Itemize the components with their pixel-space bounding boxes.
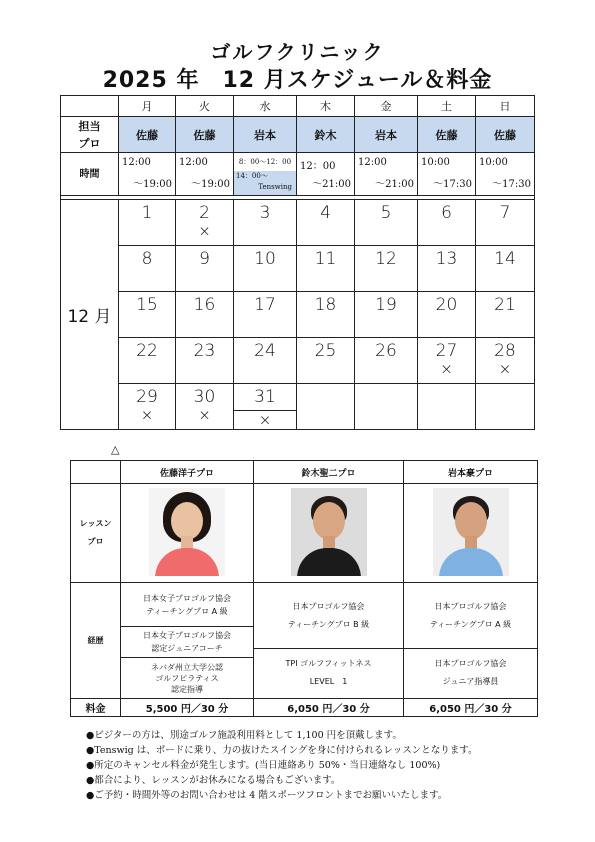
time-end: 14：00～	[236, 172, 268, 180]
month-label: 12 月	[61, 200, 119, 430]
day-number: 18	[314, 295, 337, 315]
note-item: ●所定のキャンセル料金が発生します。(当日連絡あり 50%・当日連絡なし 100%)	[86, 760, 441, 771]
time-start: 12:00	[179, 157, 208, 168]
time-end: ～21:00	[375, 179, 414, 190]
day-cell	[355, 338, 418, 384]
day-cell	[355, 292, 418, 338]
career-item: 日本プロゴルフ協会 ティーチングプロ B 級	[254, 583, 403, 649]
fee-label: 料金	[71, 699, 121, 717]
pro-name-row	[71, 461, 538, 484]
day-number: 25	[314, 341, 337, 361]
day-cell	[176, 200, 234, 246]
time-start: 12：00	[300, 161, 336, 172]
day-cell	[176, 292, 234, 338]
pro-photo-suzuki	[291, 488, 367, 576]
time-cell	[355, 153, 418, 196]
day-cell	[119, 338, 176, 384]
career-label: 経歴	[71, 583, 121, 699]
day-cell	[234, 384, 297, 430]
day-cell	[297, 246, 355, 292]
time-cell	[418, 153, 476, 196]
weekday-header-row	[61, 96, 535, 117]
photo-cell	[254, 484, 404, 583]
pro-name: 佐藤洋子プロ	[121, 461, 254, 484]
day-number: 3	[259, 203, 271, 223]
fee-row	[71, 699, 538, 717]
pro-cell: 佐藤	[476, 117, 535, 153]
header-blank	[61, 96, 119, 117]
weekday-header: 金	[355, 96, 418, 117]
career-item: 日本女子プロゴルフ協会 認定ジュニアコーチ	[121, 627, 253, 658]
day-cell	[176, 338, 234, 384]
day-number: 2	[199, 203, 210, 223]
day-cell	[476, 292, 535, 338]
pro-cell: 岩本	[234, 117, 297, 153]
calendar-week	[61, 292, 535, 338]
fee-value: 6,050 円／30 分	[254, 699, 404, 717]
page-title: ゴルフクリニック	[210, 40, 385, 64]
day-cell	[176, 384, 234, 430]
weekday-header: 火	[176, 96, 234, 117]
pro-name: 鈴木聖二プロ	[254, 461, 404, 484]
day-number: 24	[254, 341, 276, 361]
career-item: 日本プロゴルフ協会 ティーチングプロ A 級	[404, 583, 537, 649]
calendar-week	[61, 246, 535, 292]
time-end: ～19:00	[191, 179, 230, 190]
day-number: 17	[254, 295, 276, 315]
day-cell	[234, 338, 297, 384]
pro-label-a: 担当	[78, 119, 101, 133]
day-cell	[176, 246, 234, 292]
day-cell	[119, 200, 176, 246]
pro-cell: 佐藤	[176, 117, 234, 153]
day-number: 16	[193, 295, 216, 315]
time-start: 10:00	[421, 157, 450, 168]
day-number: 29	[136, 387, 158, 407]
day-cell	[119, 292, 176, 338]
pro-cell: 鈴木	[297, 117, 355, 153]
day-number: 27	[435, 341, 458, 361]
time-cell	[119, 153, 176, 196]
day-cell	[234, 246, 297, 292]
day-number: 1	[141, 203, 153, 223]
day-cell	[234, 292, 297, 338]
day-cell	[297, 200, 355, 246]
time-end: ～21:00	[312, 179, 351, 190]
career-item: ネバダ州立大学公認 ゴルフピラティス 認定指導	[151, 662, 223, 694]
day-number: 22	[136, 341, 158, 361]
lesson-label-b: プロ	[87, 537, 104, 546]
day-cell	[355, 200, 418, 246]
day-number: 26	[375, 341, 397, 361]
day-cell	[119, 384, 176, 430]
day-cell	[418, 338, 476, 384]
career-item: 日本女子プロゴルフ協会 ティーチングプロ A 級	[121, 583, 253, 627]
time-cell	[297, 153, 355, 196]
time-row-label: 時間	[61, 153, 119, 196]
time-cell	[176, 153, 234, 196]
pro-info-table	[70, 460, 538, 717]
day-cell	[355, 246, 418, 292]
day-number: 14	[494, 249, 516, 269]
pro-cell: 佐藤	[418, 117, 476, 153]
day-number: 11	[314, 249, 337, 269]
name-blank	[71, 461, 121, 484]
note-item: ●Tenswig は、ボードに乗り、力の抜けたスイングを身に付けられるレッスンとなります。	[86, 745, 478, 756]
weekday-header: 月	[119, 96, 176, 117]
note-item: ●ご予約・時間外等のお問い合わせは 4 階スポーツフロントまでお願いいたします。	[86, 790, 448, 801]
day-number: 7	[499, 203, 511, 223]
day-cell	[418, 384, 476, 430]
closed-mark: ×	[140, 406, 154, 424]
tenswing-slot	[234, 171, 296, 195]
day-number: 20	[435, 295, 458, 315]
career-item: 日本プロゴルフ協会 ジュニア指導員	[434, 659, 507, 686]
closed-mark: ×	[234, 410, 296, 429]
closed-mark: ×	[198, 222, 211, 240]
time-end: ～17:30	[433, 179, 472, 190]
day-number: 8	[141, 249, 153, 269]
pro-cell: 佐藤	[119, 117, 176, 153]
day-cell	[418, 246, 476, 292]
pro-name: 岩本豪プロ	[404, 461, 538, 484]
day-number: 19	[375, 295, 397, 315]
tenswing-note: Tenswing	[258, 183, 292, 191]
time-start: 12:00	[122, 157, 151, 168]
career-cell	[254, 583, 404, 699]
weekday-header: 土	[418, 96, 476, 117]
note-item: ●ビジターの方は、別途ゴルフ施設利用料として 1,100 円を頂戴します。	[86, 730, 402, 741]
note-item: ●都合により、レッスンがお休みになる場合もございます。	[86, 775, 341, 786]
lesson-label-a: レッスン	[79, 519, 112, 528]
time-row	[61, 153, 535, 196]
day-cell	[476, 200, 535, 246]
pro-row	[61, 117, 535, 153]
pro-photo-row	[71, 484, 538, 583]
day-number: 6	[441, 203, 452, 223]
pro-photo-sato	[149, 488, 225, 576]
lesson-pro-label	[71, 484, 121, 583]
closed-mark: ×	[440, 360, 453, 378]
notes-list	[86, 728, 478, 803]
time-end: ～17:30	[492, 179, 531, 190]
day-cell	[234, 200, 297, 246]
day-cell	[418, 200, 476, 246]
photo-cell	[404, 484, 538, 583]
fee-value: 5,500 円／30 分	[121, 699, 254, 717]
day-cell	[297, 384, 355, 430]
calendar-week	[61, 384, 535, 430]
day-number: 28	[494, 341, 516, 361]
day-number: 13	[435, 249, 458, 269]
time-start: 10:00	[479, 157, 508, 168]
career-row	[71, 583, 538, 699]
calendar-week	[61, 338, 535, 384]
page-subtitle: 2025 年 12 月スケジュール＆料金	[102, 68, 493, 93]
day-number: 15	[136, 295, 158, 315]
career-item: TPI ゴルフフィットネス LEVEL 1	[285, 659, 372, 686]
time-cell-wednesday	[234, 153, 297, 196]
time-start: 8：00～12：00	[234, 153, 296, 172]
triangle-mark: △	[111, 443, 120, 456]
time-start: 12:00	[358, 157, 387, 168]
closed-mark: ×	[498, 360, 512, 378]
day-cell	[418, 292, 476, 338]
day-number: 31	[254, 387, 276, 407]
day-number: 30	[193, 387, 216, 407]
day-number: 21	[494, 295, 516, 315]
day-number: 10	[254, 249, 276, 269]
day-cell	[476, 246, 535, 292]
career-cell	[121, 583, 254, 699]
time-end: ～19:00	[133, 179, 172, 190]
day-cell	[119, 246, 176, 292]
day-cell	[297, 338, 355, 384]
career-cell	[404, 583, 538, 699]
pro-label-b: プロ	[78, 136, 101, 150]
schedule-table	[60, 95, 535, 430]
weekday-header: 日	[476, 96, 535, 117]
pro-cell: 岩本	[355, 117, 418, 153]
day-cell	[476, 338, 535, 384]
fee-value: 6,050 円／30 分	[404, 699, 538, 717]
weekday-header: 水	[234, 96, 297, 117]
day-cell	[476, 384, 535, 430]
time-cell	[476, 153, 535, 196]
calendar-week	[61, 200, 535, 246]
day-number: 5	[380, 203, 392, 223]
closed-mark: ×	[198, 406, 211, 424]
pro-photo-iwamoto	[433, 488, 509, 576]
day-cell	[355, 384, 418, 430]
pro-row-label	[61, 117, 119, 153]
day-number: 23	[193, 341, 216, 361]
day-number: 9	[199, 249, 210, 269]
day-cell	[297, 292, 355, 338]
photo-cell	[121, 484, 254, 583]
day-number: 12	[375, 249, 397, 269]
day-number: 4	[320, 203, 331, 223]
weekday-header: 木	[297, 96, 355, 117]
